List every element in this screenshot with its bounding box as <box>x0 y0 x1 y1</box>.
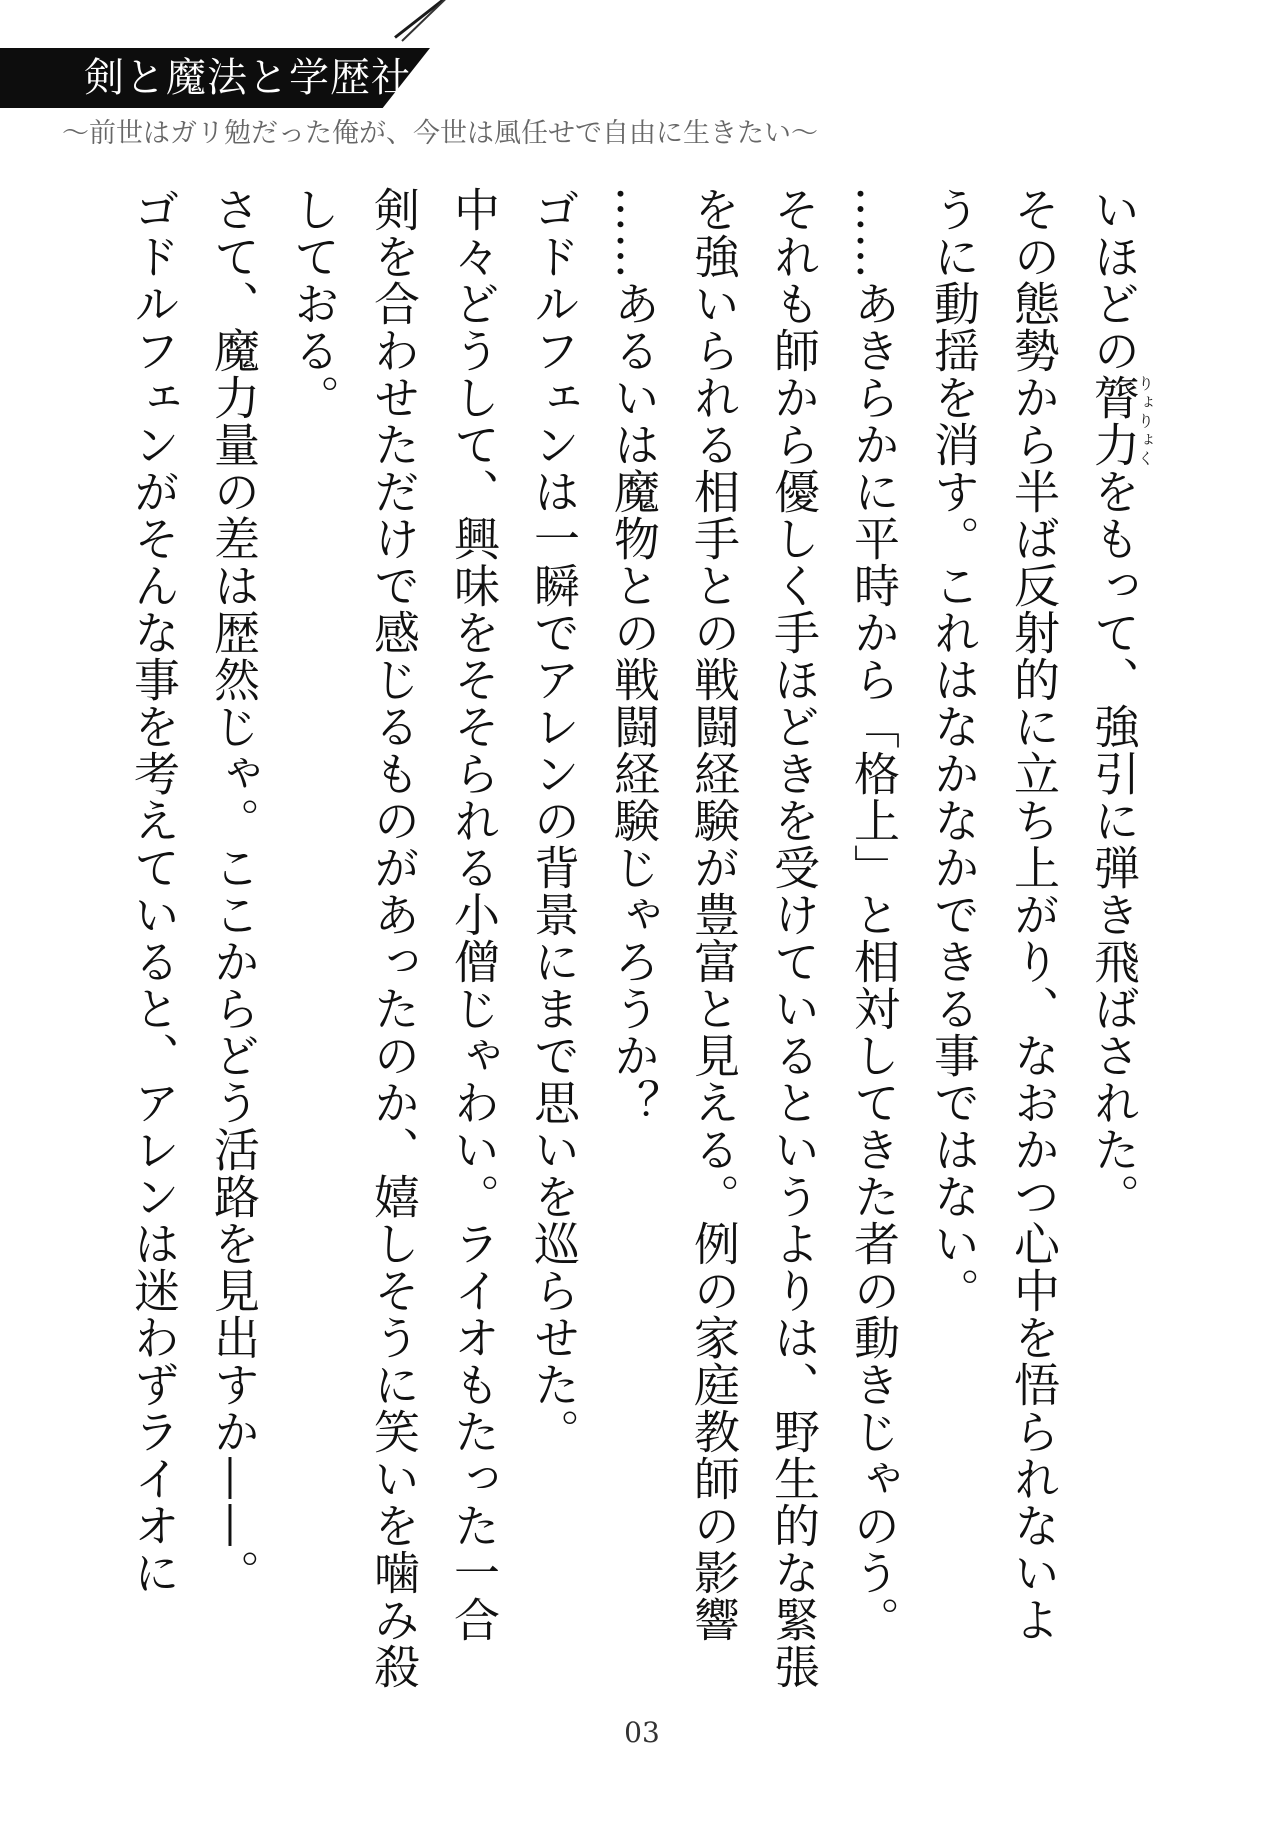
page-number: 03 <box>624 1716 660 1749</box>
vertical-body-text <box>104 186 1154 1726</box>
ruby-word: 膂力りょりょく <box>1087 374 1155 468</box>
text-line: ……あるいは魔物との戦闘経験じゃろうか？ <box>607 186 661 1126</box>
text-line: を強いられる相手との戦闘経験が豊富と見える。例の家庭教師の影響 <box>687 186 741 1643</box>
text-line: ゴドルフェンがそんな事を考えていると、アレンは迷わずライオに <box>127 186 181 1596</box>
text-line: いほどの膂力りょりょくをもって、強引に弾き飛ばされた。 <box>1087 186 1155 1220</box>
text-line: ゴドルフェンは一瞬でアレンの背景にまで思いを巡らせた。 <box>527 186 581 1455</box>
text-line: しておる。 <box>287 186 341 421</box>
text-line: さて、魔力量の差は歴然じゃ。ここからどう活路を見出すか——。 <box>207 186 261 1596</box>
text-line: その態勢から半ば反射的に立ち上がり、なおかつ心中を悟られないよ <box>1007 186 1061 1643</box>
text-line: 中々どうして、興味をそそられる小僧じゃわい。ライオもたった一合 <box>447 186 501 1643</box>
book-subtitle: 〜前世はガリ勉だった俺が、今世は風任せで自由に生きたい〜 <box>62 118 818 149</box>
ruby-reading: りょりょく <box>1135 374 1155 468</box>
brush-stroke-decoration <box>401 0 447 42</box>
text-line-rest: をもって、強引に弾き飛ばされた。 <box>1087 468 1141 1220</box>
text-line: うに動揺を消す。これはなかなかできる事ではない。 <box>927 186 981 1314</box>
book-title: 剣と魔法と学歴社会 <box>84 55 453 101</box>
text-line: ……あきらかに平時から「格上」と相対してきた者の動きじゃのう。 <box>847 186 901 1643</box>
text-line: それも師から優しく手ほどきを受けているというよりは、野生的な緊張 <box>767 186 821 1690</box>
brush-stroke-decoration <box>394 0 459 39</box>
text-line: 剣を合わせただけで感じるものがあったのか、嬉しそうに笑いを噛み殺 <box>367 186 421 1690</box>
